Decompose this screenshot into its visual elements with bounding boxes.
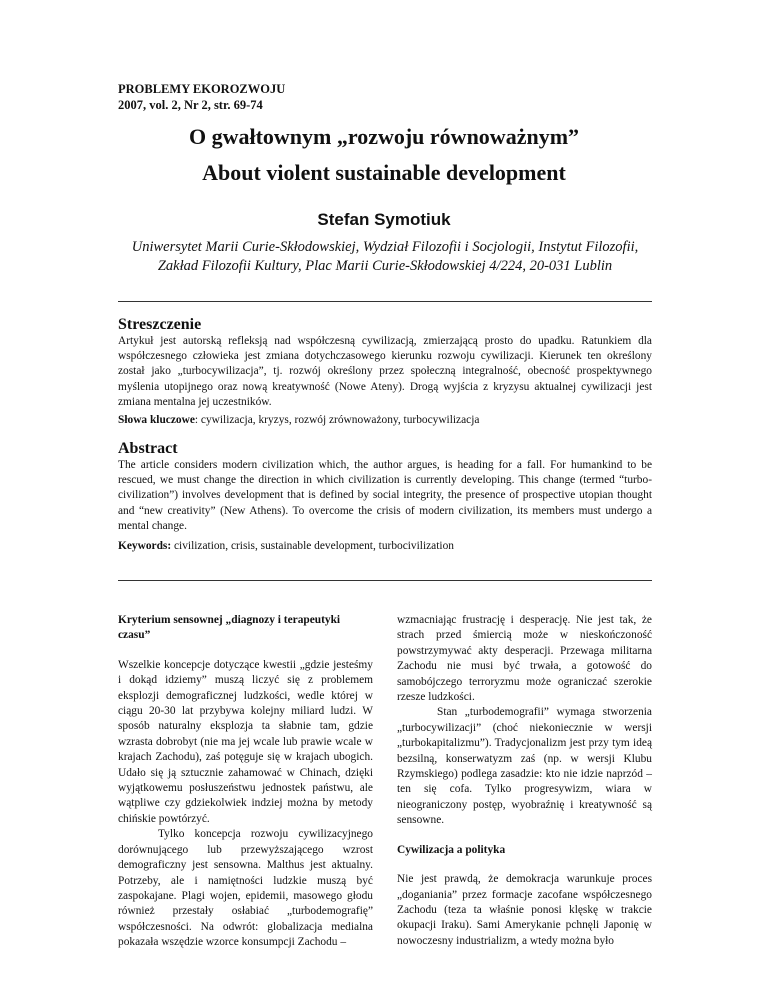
english-keywords-list: civilization, crisis, sustainable development, turbocivilization (171, 540, 454, 552)
journal-name: PROBLEMY EKOROZWOJU (118, 82, 286, 96)
section-heading-cywilizacja: Cywilizacja a polityka (397, 843, 506, 856)
body-paragraph: wzmacniając frustrację i desperację. Nie jest tak, że strach przed śmiercią może w nieskończoność powstrzymywać akty desperacji. Przewaga militarna Zachodu nie musi być trwała, a gotowość do samobójczego terroryzmu może ograniczać szerokie rzesze ludzkości. (397, 614, 652, 704)
title-english: About violent sustainable development (202, 160, 566, 185)
polish-keywords-label: Słowa kluczowe (118, 414, 195, 426)
abstract-text: The article considers modern civilization which, the author argues, is heading for a fall. For humankind to be rescued, we must change the direction in which civilization is currently developing. This change (termed “turbo-civilization”) involves development that is defined by social integrity, the presence of prospective utopian thought and “new creativity” (New Athens). To overcome the crisis of modern civilization, its members must undergo a mental change. (118, 459, 652, 532)
author-affiliation: Uniwersytet Marii Curie-Skłodowskiej, Wydział Filozofii i Socjologii, Instytut Filozofii, Zakład Filozofii Kultury, Plac Marii Curie-Skłodowskiej 4/224, 20-031 Lublin (131, 239, 639, 274)
polish-keywords (118, 414, 652, 426)
body-column-right (397, 613, 652, 949)
streszczenie-heading: Streszczenie (118, 316, 202, 333)
streszczenie-text: Artykuł jest autorską refleksją nad współczesną cywilizacją, zmierzającą prosto do upadku. Ratunkiem dla współczesnego człowieka jest zmiana dotychczasowego kierunku rozwoju cywilizacji. Kierunek ten określony został jako „turbocywilizacja”, tj. rozwój określony przez społeczną integralność, obecność prospektywnego myślenia utopijnego oraz nową kreatywność (Nowe Ateny). Drogą wyjścia z kryzysu aktualnej cywilizacji jest zmiana mentalna jej uczestników. (118, 335, 652, 408)
section-heading-kryterium: Kryterium sensownej „diagnozy i terapeutyki czasu” (118, 614, 341, 642)
body-paragraph: Nie jest prawdą, że demokracja warunkuje proces „doganiania” przez formacje zacofane współczesnego Zachodu (teza ta właśnie ponosi klęskę w trakcie okupacji Iraku). Sami Amerykanie pchnęli Japonię w nowoczesny industrializm, a wtedy można było (397, 873, 652, 947)
abstract-heading: Abstract (118, 440, 178, 457)
polish-keywords-list: : cywilizacja, kryzys, rozwój zrównoważony, turbocywilizacja (194, 414, 480, 426)
english-keywords (118, 540, 652, 552)
english-keywords-label: Keywords: (118, 540, 172, 552)
journal-header (118, 81, 285, 113)
divider-bottom (118, 580, 652, 581)
divider-top (118, 301, 652, 302)
journal-citation: 2007, vol. 2, Nr 2, str. 69-74 (118, 98, 263, 112)
body-paragraph: Stan „turbodemografii” wymaga stworzenia „turbocywilizacji” (choć niekoniecznie w wersji „turbokapitalizmu”). Tradycjonalizm jest przy tym ideą bezsilną, konserwatyzm zaś (np. w wersji Klubu Rzymskiego) podlega zasadzie: kto nie idzie naprzód – ten się cofa. Tylko progresywizm, wiara w nieograniczony postęp, wyobraźnię i kreatywność są sensowne. (397, 706, 652, 827)
body-column-left (118, 613, 373, 951)
body-paragraph: Tylko koncepcja rozwoju cywilizacyjnego dorównującego lub przewyższającego wzrost demograficzny jest sensowna. Malthus jest aktualny. Potrzeby, ale i namiętności ludzkie muszą być zaspokajane. Plagi wojen, epidemii, masowego głodu również przestały osłabiać „turbodemografię” współczesności. Na odwrót: globalizacja medialna pokazała wszędzie wzorce konsumpcji Zachodu – (118, 828, 373, 949)
body-paragraph: Wszelkie koncepcje dotyczące kwestii „gdzie jesteśmy i dokąd idziemy” muszą liczyć się z problemem eksplozji demograficznej ludzkości, wedle której w ciągu 20-30 lat przybywa kolejny miliard ludzi. W sposób naturalny eksplozja ta słabnie tam, gdzie wzrasta dobrobyt (nie ma jej wcale lub prawie wcale w krajach Zachodu), zaś potęguje się w krajach ubogich. Udało się ją sztucznie zahamować w Chinach, dzięki wyjątkowemu posłuszeństwu jednostek państwu, ale wątpliwe czy gdziekolwiek indziej można by metody chińskie powtórzyć. (118, 658, 373, 825)
title-polish: O gwałtownym „rozwoju równoważnym” (188, 124, 580, 149)
author-name: Stefan Symotiuk (317, 210, 451, 229)
